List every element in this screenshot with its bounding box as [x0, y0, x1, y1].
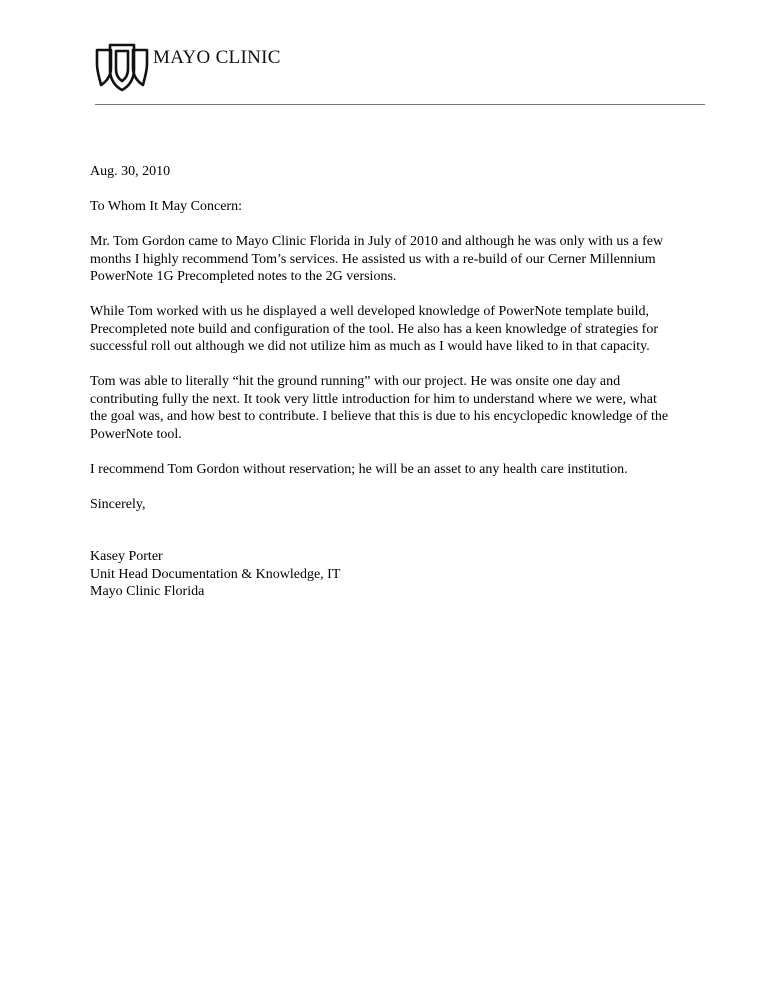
letter-body [90, 163, 720, 601]
paragraph-line: I recommend Tom Gordon without reservation; he will be an asset to any health care institution. [90, 461, 628, 477]
paragraph-line: PowerNote 1G Precompleted notes to the 2G versions. [90, 269, 397, 284]
signer-title: Unit Head Documentation & Knowledge, IT [90, 566, 341, 582]
signer-organization: Mayo Clinic Florida [90, 584, 205, 599]
paragraph-line: the goal was, and how best to contribute. I believe that this is due to his encyclopedic knowledge of the [90, 409, 669, 424]
three-shields-logo-icon [95, 42, 149, 92]
paragraph-performance [90, 373, 720, 443]
letter-closing: Sincerely, [90, 496, 146, 512]
paragraph-introduction [90, 233, 720, 286]
paragraph-line: PowerNote tool. [90, 426, 182, 442]
paragraph-line: months I highly recommend Tom’s services. He assisted us with a re-build of our Cerner Millennium [90, 251, 656, 267]
paragraph-line: While Tom worked with us he displayed a well developed knowledge of PowerNote template build, [90, 304, 650, 319]
signer-name: Kasey Porter [90, 549, 163, 564]
signature-space [90, 531, 720, 549]
paragraph-line: successful roll out although we did not utilize him as much as I would have liked to in that capacity. [90, 339, 650, 354]
paragraph-line: Mr. Tom Gordon came to Mayo Clinic Florida in July of 2010 and although he was only with us a few [90, 234, 664, 249]
header-divider [95, 104, 705, 105]
organization-name: MAYO CLINIC [153, 47, 281, 68]
signature-block [90, 548, 720, 601]
paragraph-line: contributing fully the next. It took very little introduction for him to understand where we were, what [90, 391, 657, 407]
paragraph-knowledge [90, 303, 720, 356]
letterhead [95, 42, 415, 92]
paragraph-line: Tom was able to literally “hit the ground running” with our project. He was onsite one day and [90, 374, 621, 389]
paragraph-line: Precompleted note build and configuration of the tool. He also has a keen knowledge of strategies for [90, 321, 658, 337]
letter-date: Aug. 30, 2010 [90, 164, 171, 179]
letter-salutation: To Whom It May Concern: [90, 199, 242, 214]
paragraph-recommendation [90, 461, 720, 479]
